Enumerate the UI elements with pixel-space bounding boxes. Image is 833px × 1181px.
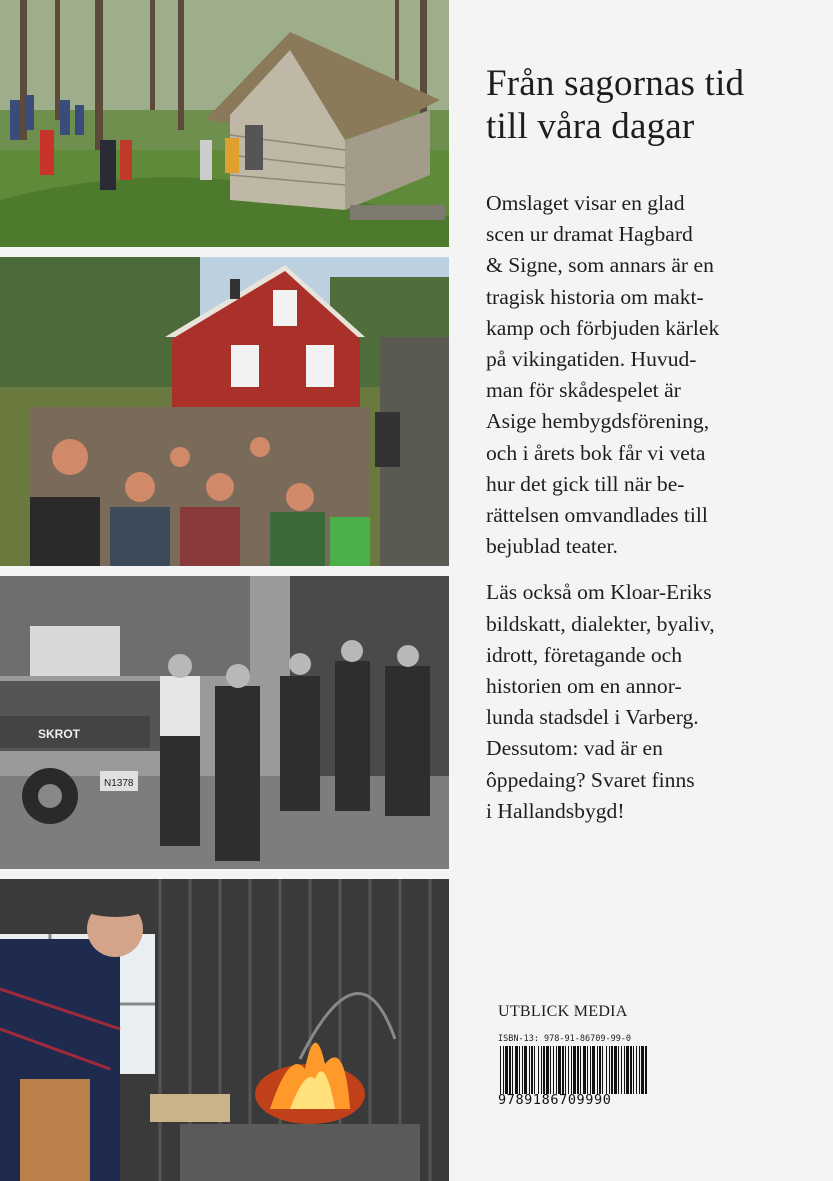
barcode-bar xyxy=(546,1046,549,1094)
barcode-bar xyxy=(621,1046,622,1094)
text-line: idrott, företagande och xyxy=(486,642,683,667)
barcode-bar xyxy=(503,1046,504,1094)
photo-forest-hut xyxy=(0,0,449,247)
barcode-bar xyxy=(645,1046,647,1094)
photo-scrap-truck-bw xyxy=(0,576,449,869)
barcode-bar xyxy=(543,1046,545,1094)
barcode-bar xyxy=(597,1046,598,1094)
truck-sign: SKROT xyxy=(38,727,80,741)
barcode-bar xyxy=(538,1046,539,1094)
isbn-barcode xyxy=(498,1033,650,1113)
barcode-bar xyxy=(606,1046,607,1094)
text-line: på vikingatiden. Huvud- xyxy=(486,347,697,372)
text-line: Läs också om Kloar-Eriks xyxy=(486,580,712,605)
text-line: Asige hembygdsförening, xyxy=(486,409,710,434)
barcode-bar xyxy=(592,1046,595,1094)
barcode-bar xyxy=(639,1046,640,1094)
photo-red-house-audience xyxy=(0,257,449,566)
barcode-bar xyxy=(633,1046,634,1094)
text-line: och i årets bok får vi veta xyxy=(486,440,706,465)
barcode-digits: 9789186709990 xyxy=(498,1092,612,1108)
text-line: ôppedaing? Svaret finns xyxy=(486,767,695,792)
publisher-name: UTBLICK MEDIA xyxy=(498,1003,628,1020)
barcode-bar xyxy=(519,1046,520,1094)
text-line: scen ur dramat Hagbard xyxy=(486,222,693,247)
barcode-bar xyxy=(565,1046,566,1094)
back-cover-text xyxy=(486,62,806,827)
paragraph-more xyxy=(486,577,806,827)
barcode-bar xyxy=(609,1046,610,1094)
page-title xyxy=(486,62,806,148)
barcode-bar xyxy=(509,1046,511,1094)
barcode-bar xyxy=(614,1046,617,1094)
text-line: historien om en annor- xyxy=(486,674,682,699)
barcode-bar xyxy=(636,1046,637,1094)
barcode-bar xyxy=(580,1046,581,1094)
barcode-bar xyxy=(577,1046,579,1094)
paragraph-intro xyxy=(486,188,806,562)
text-line: rättelsen omvandlades till xyxy=(486,503,708,528)
barcode-bar xyxy=(512,1046,513,1094)
barcode-bar xyxy=(571,1046,572,1094)
barcode-bar xyxy=(573,1046,576,1094)
text-line: tragisk historia om makt- xyxy=(486,284,704,309)
barcode-bar xyxy=(556,1046,557,1094)
barcode-bar xyxy=(599,1046,601,1094)
barcode-bar xyxy=(541,1046,542,1094)
isbn-label: ISBN-13: 978-91-86709-99-0 xyxy=(498,1034,632,1044)
barcode-bar xyxy=(587,1046,588,1094)
barcode-bar xyxy=(553,1046,554,1094)
text-line: i Hallandsbygd! xyxy=(486,798,625,823)
barcode-bars xyxy=(498,1046,648,1094)
text-line: kamp och förbjuden kärlek xyxy=(486,315,720,340)
text-line: lunda stadsdel i Varberg. xyxy=(486,705,699,730)
barcode-bar xyxy=(505,1046,508,1094)
barcode-bar xyxy=(534,1046,535,1094)
barcode-bar xyxy=(583,1046,586,1094)
title-line: till våra dagar xyxy=(486,106,695,147)
text-line: bildskatt, dialekter, byaliv, xyxy=(486,611,715,636)
text-line: & Signe, som annars är en xyxy=(486,253,714,278)
text-line: bejublad teater. xyxy=(486,534,618,559)
barcode-bar xyxy=(558,1046,561,1094)
barcode-bar xyxy=(529,1046,530,1094)
barcode-bar xyxy=(630,1046,632,1094)
barcode-bar xyxy=(515,1046,518,1094)
barcode-bar xyxy=(611,1046,613,1094)
text-line: Dessutom: vad är en xyxy=(486,736,663,761)
barcode-bar xyxy=(618,1046,619,1094)
barcode-bar xyxy=(624,1046,625,1094)
barcode-bar xyxy=(602,1046,603,1094)
barcode-bar xyxy=(522,1046,523,1094)
barcode-bar xyxy=(531,1046,533,1094)
text-line: hur det gick till när be- xyxy=(486,471,685,496)
barcode-bar xyxy=(524,1046,527,1094)
barcode-bar xyxy=(568,1046,569,1094)
barcode-bar xyxy=(626,1046,629,1094)
truck-plate: N1378 xyxy=(104,778,134,789)
barcode-bar xyxy=(550,1046,551,1094)
photo-blacksmith-forge xyxy=(0,879,449,1181)
barcode-bar xyxy=(500,1046,501,1094)
barcode-bar xyxy=(641,1046,644,1094)
text-line: man för skådespelet är xyxy=(486,378,681,403)
text-line: Omslaget visar en glad xyxy=(486,191,685,215)
barcode-bar xyxy=(590,1046,591,1094)
barcode-bar xyxy=(562,1046,564,1094)
title-line: Från sagornas tid xyxy=(486,63,745,104)
